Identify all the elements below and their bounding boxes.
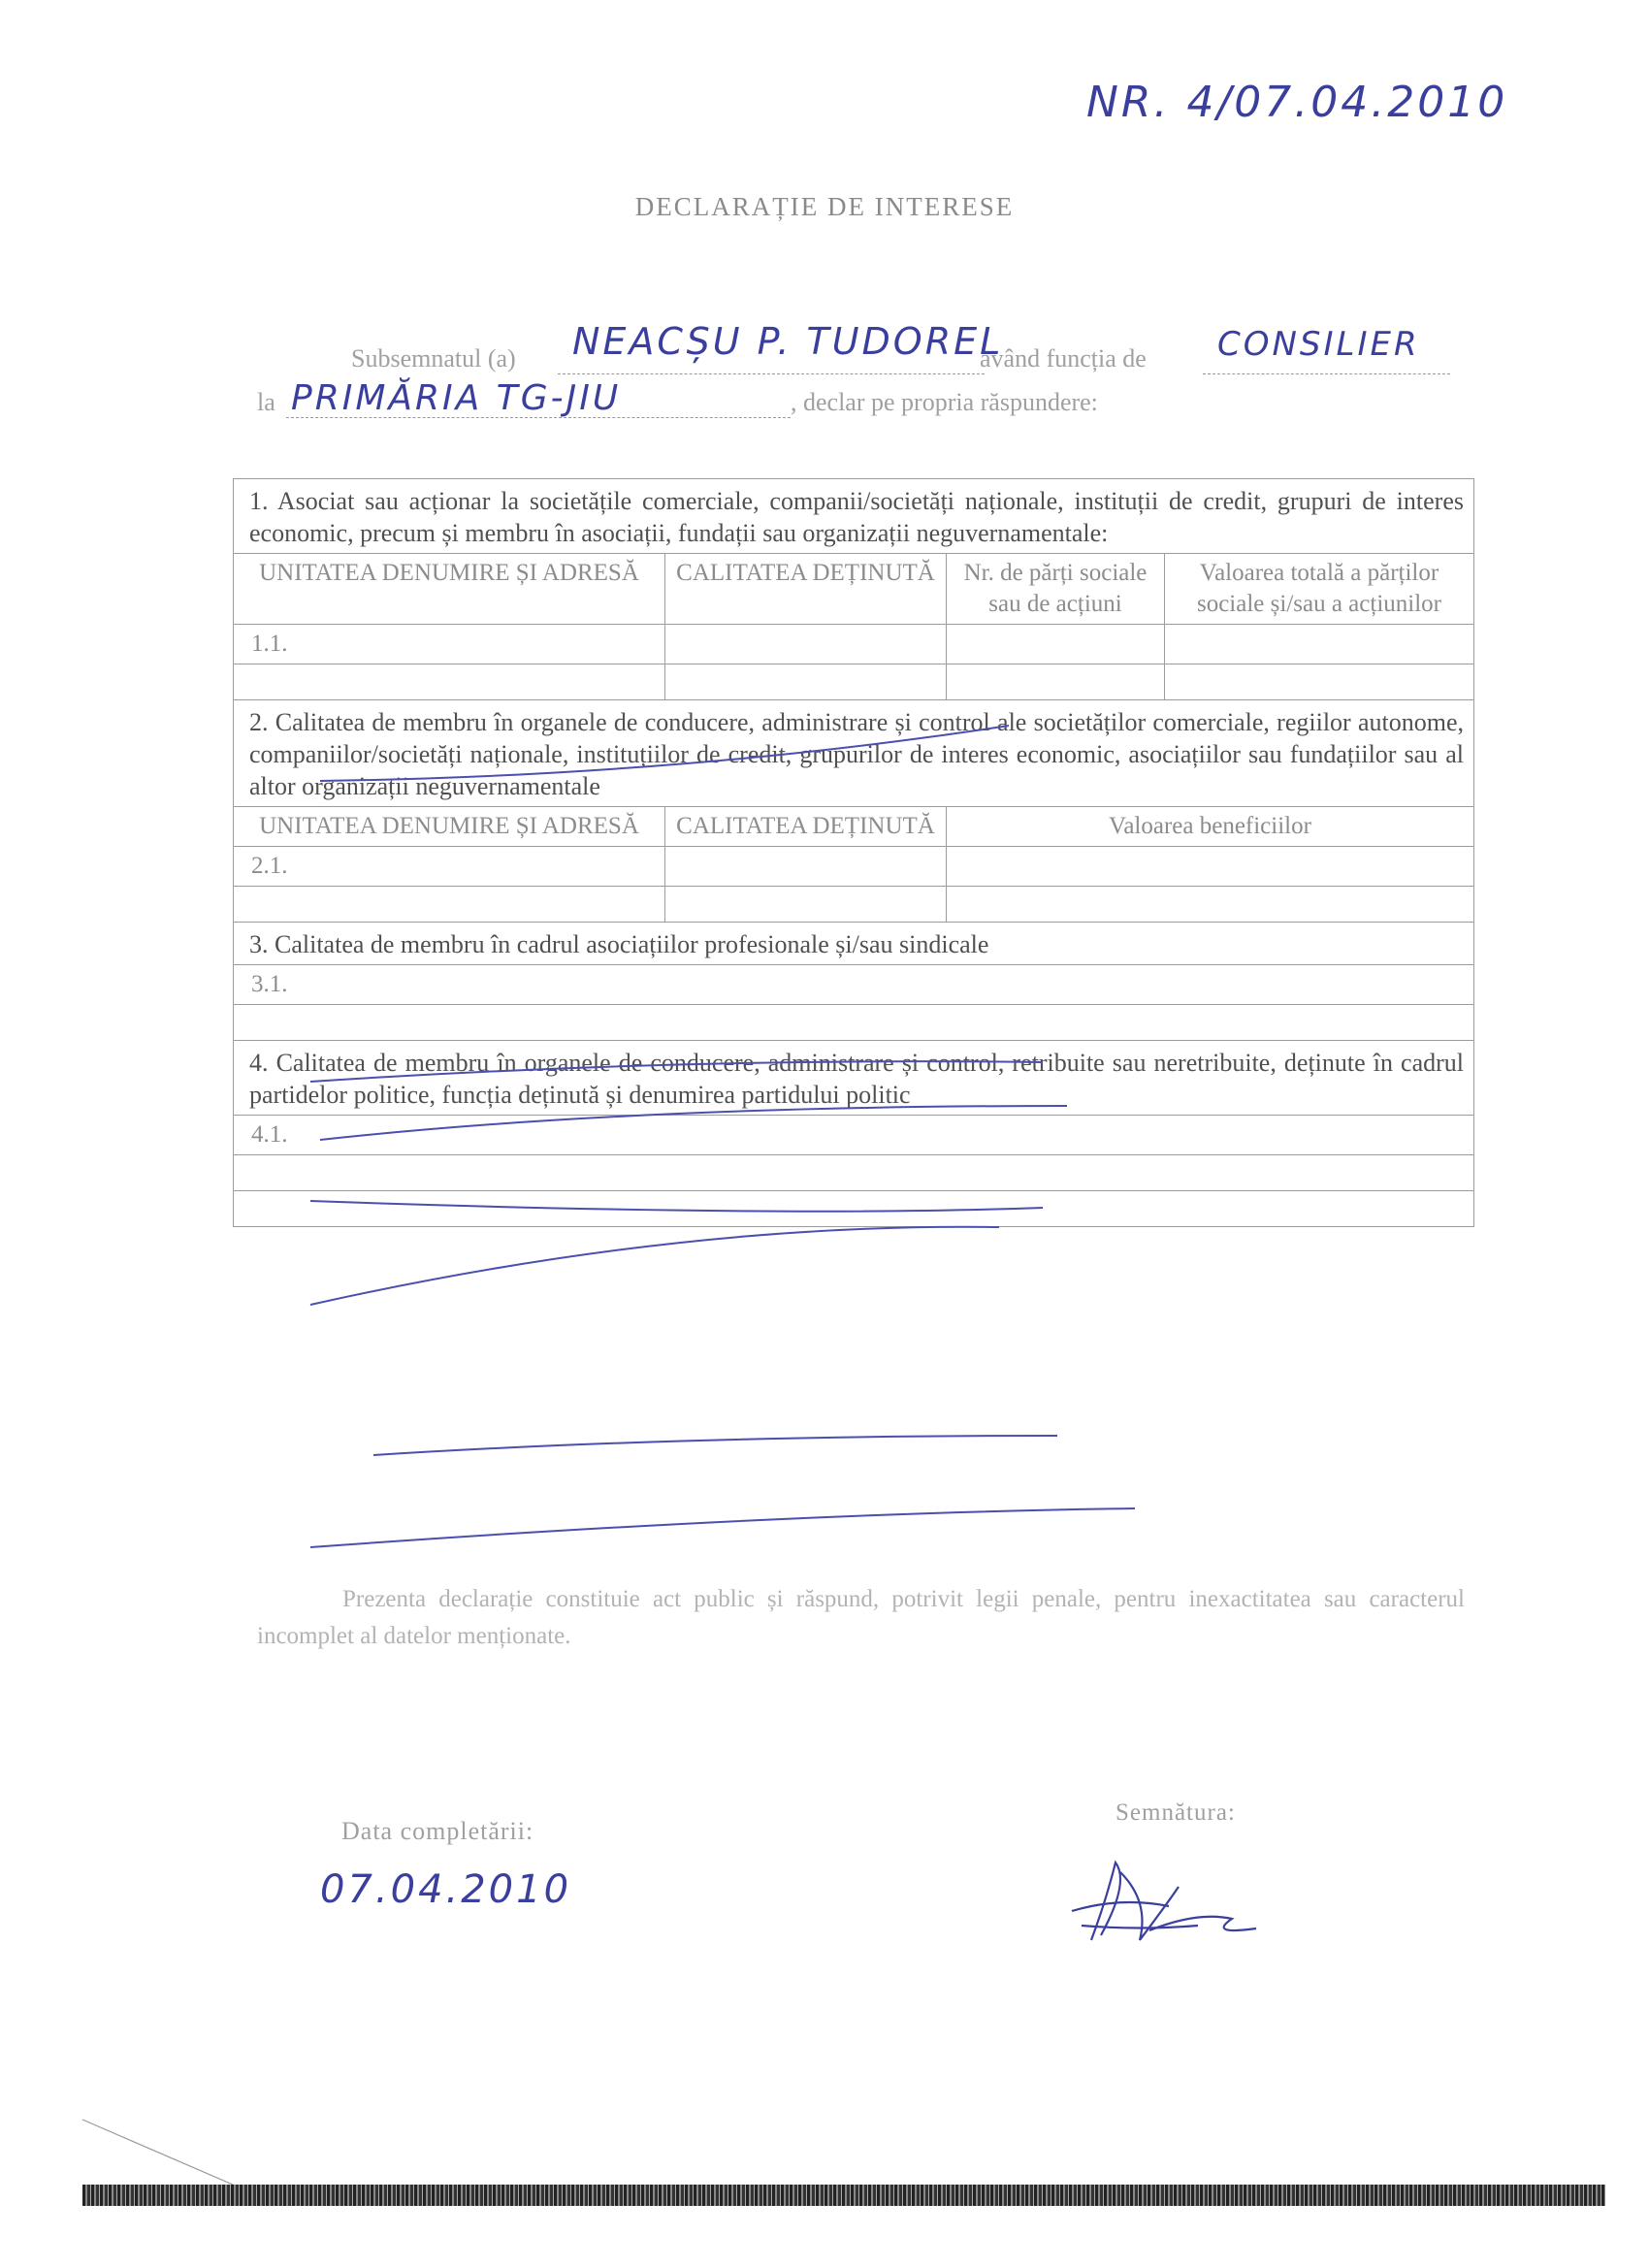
section-4-heading: 4. Calitatea de membru în organele de conducere, administrare și control, retribuite sau neretribuite, deținute în cadrul partidelor politice, funcția deținută și denumirea partidului politic <box>234 1041 1473 1116</box>
s1-col-calitatea: CALITATEA DEȚINUTĂ <box>665 554 947 624</box>
table-row <box>234 965 1473 1005</box>
s2-row-label: 2.1. <box>234 847 665 886</box>
table-row <box>234 664 1473 700</box>
s2-col-calitatea: CALITATEA DEȚINUTĂ <box>665 807 947 846</box>
s1-col-nr-parti: Nr. de părți sociale sau de acțiuni <box>947 554 1165 624</box>
interests-table <box>233 478 1474 1227</box>
intro-label-functia: având funcția de <box>980 344 1147 373</box>
date-value: 07.04.2010 <box>320 1867 572 1912</box>
declarant-function: CONSILIER <box>1217 325 1420 364</box>
legal-statement: Prezenta declarație constituie act public și răspund, potrivit legii penale, pentru inexactitatea sau caracterul incomplet al datelor menționate. <box>257 1586 1465 1649</box>
registration-number: NR. 4/07.04.2010 <box>1086 78 1508 127</box>
signature-mark <box>1062 1843 1276 1960</box>
table-row <box>234 625 1473 664</box>
section-1-header-row <box>234 554 1473 625</box>
s2-col-valoarea: Valoarea beneficiilor <box>1109 813 1311 839</box>
name-field-line <box>558 373 985 374</box>
declarant-institution: PRIMĂRIA TG-JIU <box>291 378 622 418</box>
declarant-name: NEACȘU P. TUDOREL <box>572 320 1004 363</box>
section-1-heading: 1. Asociat sau acționar la societățile comerciale, companii/societăți naționale, instituții de credit, grupuri de interes economic, precum și membru în asociații, fundații sau organizații neguvernamentale: <box>234 479 1473 554</box>
s4-row-label: 4.1. <box>251 1121 288 1148</box>
s1-row-label: 1.1. <box>234 625 665 664</box>
section-3-heading: 3. Calitatea de membru în cadrul asociațiilor profesionale și/sau sindicale <box>234 923 1473 965</box>
function-field-line <box>1203 373 1450 374</box>
intro-label-subsemnatul: Subsemnatul (a) <box>351 344 516 373</box>
scan-border-strip <box>82 2185 1605 2206</box>
table-row <box>234 1191 1473 1226</box>
s2-col-unitatea: UNITATEA DENUMIRE ȘI ADRESĂ <box>234 807 665 846</box>
document-title: DECLARAȚIE DE INTERESE <box>634 192 1015 221</box>
s3-row-label: 3.1. <box>251 971 288 997</box>
intro-label-declar: , declar pe propria răspundere: <box>791 388 1098 416</box>
s1-col-valoarea: Valoarea totală a părților sociale și/sau a acțiunilor <box>1196 560 1441 617</box>
s1-col-unitatea: UNITATEA DENUMIRE ȘI ADRESĂ <box>234 554 665 624</box>
table-row <box>234 847 1473 887</box>
intro-label-la: la <box>257 388 275 416</box>
section-2-header-row <box>234 807 1473 847</box>
table-row <box>234 1155 1473 1191</box>
table-row <box>234 1116 1473 1155</box>
table-row <box>234 887 1473 923</box>
date-label: Data completării: <box>341 1817 534 1845</box>
signature-label: Semnătura: <box>1116 1799 1236 1826</box>
section-2-heading: 2. Calitatea de membru în organele de conducere, administrare și control ale societăților comerciale, regiilor autonome, companiilor/societăți naționale, instituțiilor de credit, grupurilor de interes economic, asociațiilor sau fundațiilor sau al altor organizații neguvernamentale <box>234 700 1473 807</box>
table-row <box>234 1005 1473 1041</box>
